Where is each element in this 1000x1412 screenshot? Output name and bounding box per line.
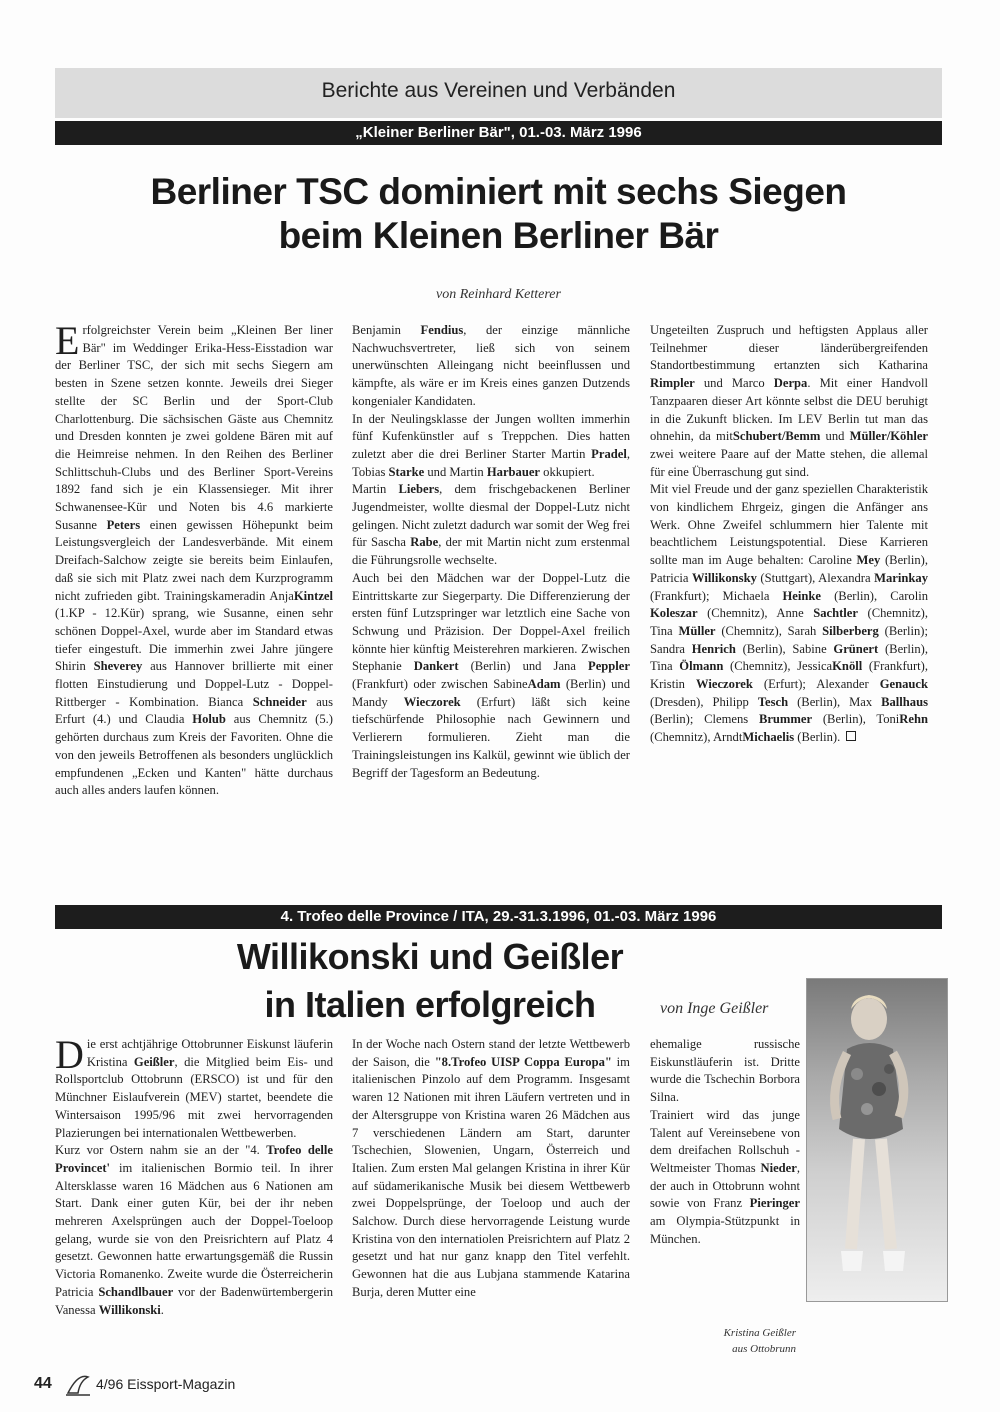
headline-1-line-2: beim Kleinen Berliner Bär: [278, 215, 719, 256]
headline-1-line-1: Berliner TSC dominiert mit sechs Siegen: [150, 171, 847, 212]
magazine-logo-icon: [64, 1371, 92, 1399]
photo-caption-line-1: Kristina Geißler: [723, 1327, 796, 1339]
article-2-column-1: [55, 1032, 333, 1319]
headline-2-line-1: Willikonski und Geißler: [236, 936, 624, 977]
article-1-column-2: Benjamin Fendius, der einzige männliche Nachwuchsvertreter, ließ sich von seinem unerwünschten Alleingang nicht beeinflussen und kämpfte, als wäre er im Kreis eines ganzen Dutzends kongenialer Kandidaten. In der Neulingsklasse der Jungen wollten immerhin fünf Kufenkünstler auf s Treppchen. Dies hatten zuletzt aber die drei Berliner Starter Martin Pradel, Tobias Starke und Martin Harbauer okkupiert. Martin Liebers, dem frischgebackenen Berliner Jugendmeister, wollte diesmal der Doppel-Lutz nicht gelingen. Nicht zuletzt dadurch war somit der Weg frei für Sascha Rabe, der mit Martin nicht zum erstenmal die Führungsrolle wechselte. Auch bei den Mädchen war der Doppel-Lutz die Eintrittskarte zur Siegerparty. Die Differenzierung der ersten fünf Lutzspringer war letztlich eine Sache von Schwung und Präzision. Der Doppel-Axel freilich könnte hier künftig Meisterehren markieren. Zwischen Stephanie Dankert (Berlin) und Jana Peppler (Frankfurt) oder zwischen SabineAdam (Berlin) und Mandy Wieczorek (Erfurt) läßt sich keine tiefschürfende Philosophie nach Gewinnern und Verlierern formulieren. Zieht man die Trainingsleistungen ins Kalkül, gewinnt wie üblich der Begriff der Tagesform an Bedeutung.: [352, 323, 631, 780]
dropcap: E: [55, 318, 80, 363]
article-2-column-1-text: ie erst achtjährige Ottobrunner Eiskunst läuferin Kristina Geißler, die Mitglied beim Eis- und Rollsportclub Ottobrunn (ERSCO) ist und für den Münchner Eislaufverein (MEV) startet, beendete die Wintersaison 1995/96 mit zwei hervorragenden Plazierungen bei internationalen Wettbewerben. Kurz vor Ostern nahm sie an der "4. Trofeo delle Provincet' im italienischen Bormio teil. In ihrer Altersklasse waren 16 Mädchen aus 6 Nationen am Start. Dank einer guten Kür, bei der ihr neben mehreren Axelsprüngen auch der Doppel-Toeloop gelang, wurde sie von den Preisrichtern auf Platz 4 gesetzt. Gewonnen hatte erwartungsgemäß die Russin Victoria Romanenko. Zweite wurde die Österreicherin Patricia Schandlbauer vor der Badenwürtembergerin Vanessa Willikonski.: [55, 1037, 333, 1317]
article-1-column-1-text: rfolgreichster Verein beim „Kleinen Ber liner Bär" im Weddinger Erika-Hess-Eisstadion war der Berliner TSC, der sich mit sechs Siegern am besten in Szene setzen konnte. Jeweils drei Sieger stellte der SC Berlin und der Sport-Club Charlottenburg. Die sächsischen Gäste aus Chemnitz und Dresden konnten je zwei goldene Bären mit auf die Heimreise nehmen. In den Reihen des Berliner Schlittschuh-Clubs und des Berliner Sport-Vereins 1892 fand sich je ein Klassensieger. Mit ihrer Schwanensee-Kür und Noten bis 4.6 markierte Susanne Peters einen gewissen Höhepunkt beim Leistungsvergleich der Landesverbände. Mit einem Dreifach-Salchow zeigte sie bereits beim Einlaufen, daß sie sich mit Platz zwei nach dem Kurzprogramm nicht zufrieden gibt. Trainingskameradin AnjaKintzel (1.KP - 12.Kür) sprang, wie Susanne, einen sehr schönen Doppel-Axel, wurde aber im Standard etwas tiefer eingestuft. Die immerhin zwei Jahre jüngere Shirin Sheverey aus Hannover brillierte mit einer flotten Einstudierung und Doppel-Lutz - Doppel-Rittberger - Kombination. Bianca Schneider aus Erfurt (4.) und Claudia Holub aus Chemnitz (5.) gehörten durchaus zum Kreis der Favoriten. Ohne die von den jeweils Betroffenen als besonders unglücklich empfundenen „Ecken und Kanten" hätte durchaus auch alles anders laufen können.: [55, 323, 334, 798]
photo-caption-line-2: aus Ottobrunn: [732, 1343, 796, 1355]
article-2-column-3: ehemalige russische Eiskunstläuferin ist. Dritte wurde die Tschechin Borbora Silna. Trainiert wird das junge Talent auf Vereinsebene von dem dreifachen Rollschuh - Weltmeister Thomas Nieder, der auch in Ottobrunn wohnt sowie von Franz Pieringer am Olympia-Stützpunkt in München.: [650, 1037, 800, 1246]
article-1-column-1: [55, 318, 334, 800]
page-number: 44: [34, 1375, 52, 1392]
byline-1: von Reinhard Ketterer: [436, 287, 561, 302]
dropcap: D: [55, 1032, 84, 1077]
article-1-column-3-text: Ungeteilten Zuspruch und heftigsten Applaus aller Teilnehmer dieser länderübergreifenden Standortbestimmung ertanzten sich Katharina Rimpler und Marco Derpa. Mit einer Handvoll Tanzpaaren dieser Art könnte selbst die DEU beruhigt in die Zukunft blicken. Im LEV Berlin tut man das ohnehin, da mitSchubert/Bemm und Müller/Köhler zwei weitere Paare auf der Matte stehen, die allemal für eine Überraschung gut sind. Mit viel Freude und der ganz speziellen Charakteristik von kindlichem Ehrgeiz, gingen die Anfänger ans Werk. Ohne Zweifel schlummern hier Talente mit beachtlichem Leistungspotential. Diese Karrieren sollte man im Auge behalten: Caroline Mey (Berlin), Patricia Willikonsky (Stuttgart), Alexandra Marinkay (Frankfurt); Michaela Heinke (Berlin), Carolin Koleszar (Chemnitz), Anne Sachtler (Chemnitz), Tina Müller (Chemnitz), Sarah Silberberg (Berlin); Sandra Henrich (Berlin), Sabine Grünert (Berlin), Tina Ölmann (Chemnitz), JessicaKnöll (Frankfurt), Kristin Wieczorek (Erfurt); Alexander Genauck (Dresden), Philipp Tesch (Berlin), Max Ballhaus (Berlin); Clemens Brummer (Berlin), ToniRehn (Chemnitz), ArndtMichaelis (Berlin).: [650, 323, 929, 745]
end-mark-icon: [846, 731, 856, 741]
byline-2: von Inge Geißler: [660, 1000, 769, 1017]
photo-caption: [690, 1325, 796, 1357]
event-bar-1: „Kleiner Berliner Bär", 01.-03. März 1996: [55, 121, 942, 145]
headline-2-line-2: in Italien erfolgreich: [264, 984, 596, 1025]
skater-figure-icon: [807, 979, 947, 1301]
headline-1: [55, 170, 942, 258]
section-title: Berichte aus Vereinen und Verbänden: [55, 68, 942, 118]
article-1-column-3: [650, 322, 928, 747]
event-bar-2: 4. Trofeo delle Province / ITA, 29.-31.3.1996, 01.-03. März 1996: [55, 905, 942, 929]
article-2-column-2: In der Woche nach Ostern stand der letzte Wettbewerb der Saison, die "8.Trofeo UISP Coppa Europa" im italienischen Pinzolo auf dem Programm. Insgesamt waren 12 Nationen mit ihren Läufern vertreten und in der Altersgruppe von Kristina waren 26 Mädchen aus 7 verschiedenen Ländern am Start, darunter Tschechien, Slowenien, Ungarn, Österreich und Italien. Zum ersten Mal gelangen Kristina in ihrer Kür auf südamerikanische Musik bei diesem Wettbewerb zwei Doppelsprünge, der Toeloop und auch der Salchow. Durch diese hervorragende Leistung wurde Kristina von den internatiolen Preisrichtern auf Platz 2 gesetzt und hat nur ganz knapp den Titel verfehlt. Gewonnen hat die aus Lubjana stammende Katarina Burja, deren Mutter eine: [352, 1037, 630, 1299]
page-footer: [34, 1371, 334, 1399]
skater-photo: [806, 978, 948, 1302]
magazine-name: 4/96 Eissport-Magazin: [96, 1376, 236, 1392]
